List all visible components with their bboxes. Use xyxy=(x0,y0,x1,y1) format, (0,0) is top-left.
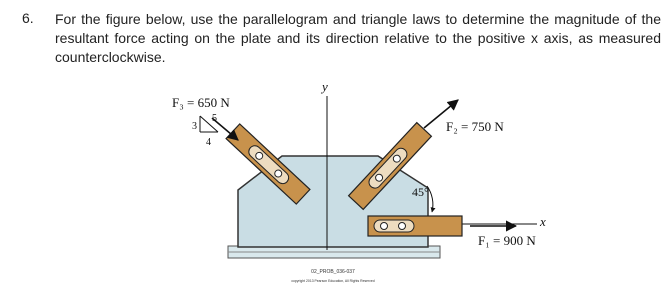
f2-label: F₂ = 750 N xyxy=(446,119,504,134)
f3-label: F₃ = 650 N xyxy=(172,95,230,110)
figure-credit: copyright 2013 Pearson Education, All Rights Reserved xyxy=(291,279,375,283)
f1-label: F₁ = 900 N xyxy=(478,233,536,248)
slope-hyp-label: 5 xyxy=(212,113,217,124)
slope-run-label: 4 xyxy=(206,137,211,148)
member-1 xyxy=(368,216,462,236)
x-axis-label: x xyxy=(540,214,546,229)
slope-rise-label: 3 xyxy=(192,121,197,132)
problem-statement: For the figure below, use the parallelogram and triangle laws to determine the magnitude of the resultant force acting on the plate and its direction relative to the positive x axis, as measured counterclockwise. xyxy=(55,11,661,65)
angle-label: 45° xyxy=(412,185,429,199)
y-axis-label: y xyxy=(322,79,328,94)
figure-id: 02_PROB_036-037 xyxy=(311,269,355,275)
problem-number: 6. xyxy=(22,10,34,26)
